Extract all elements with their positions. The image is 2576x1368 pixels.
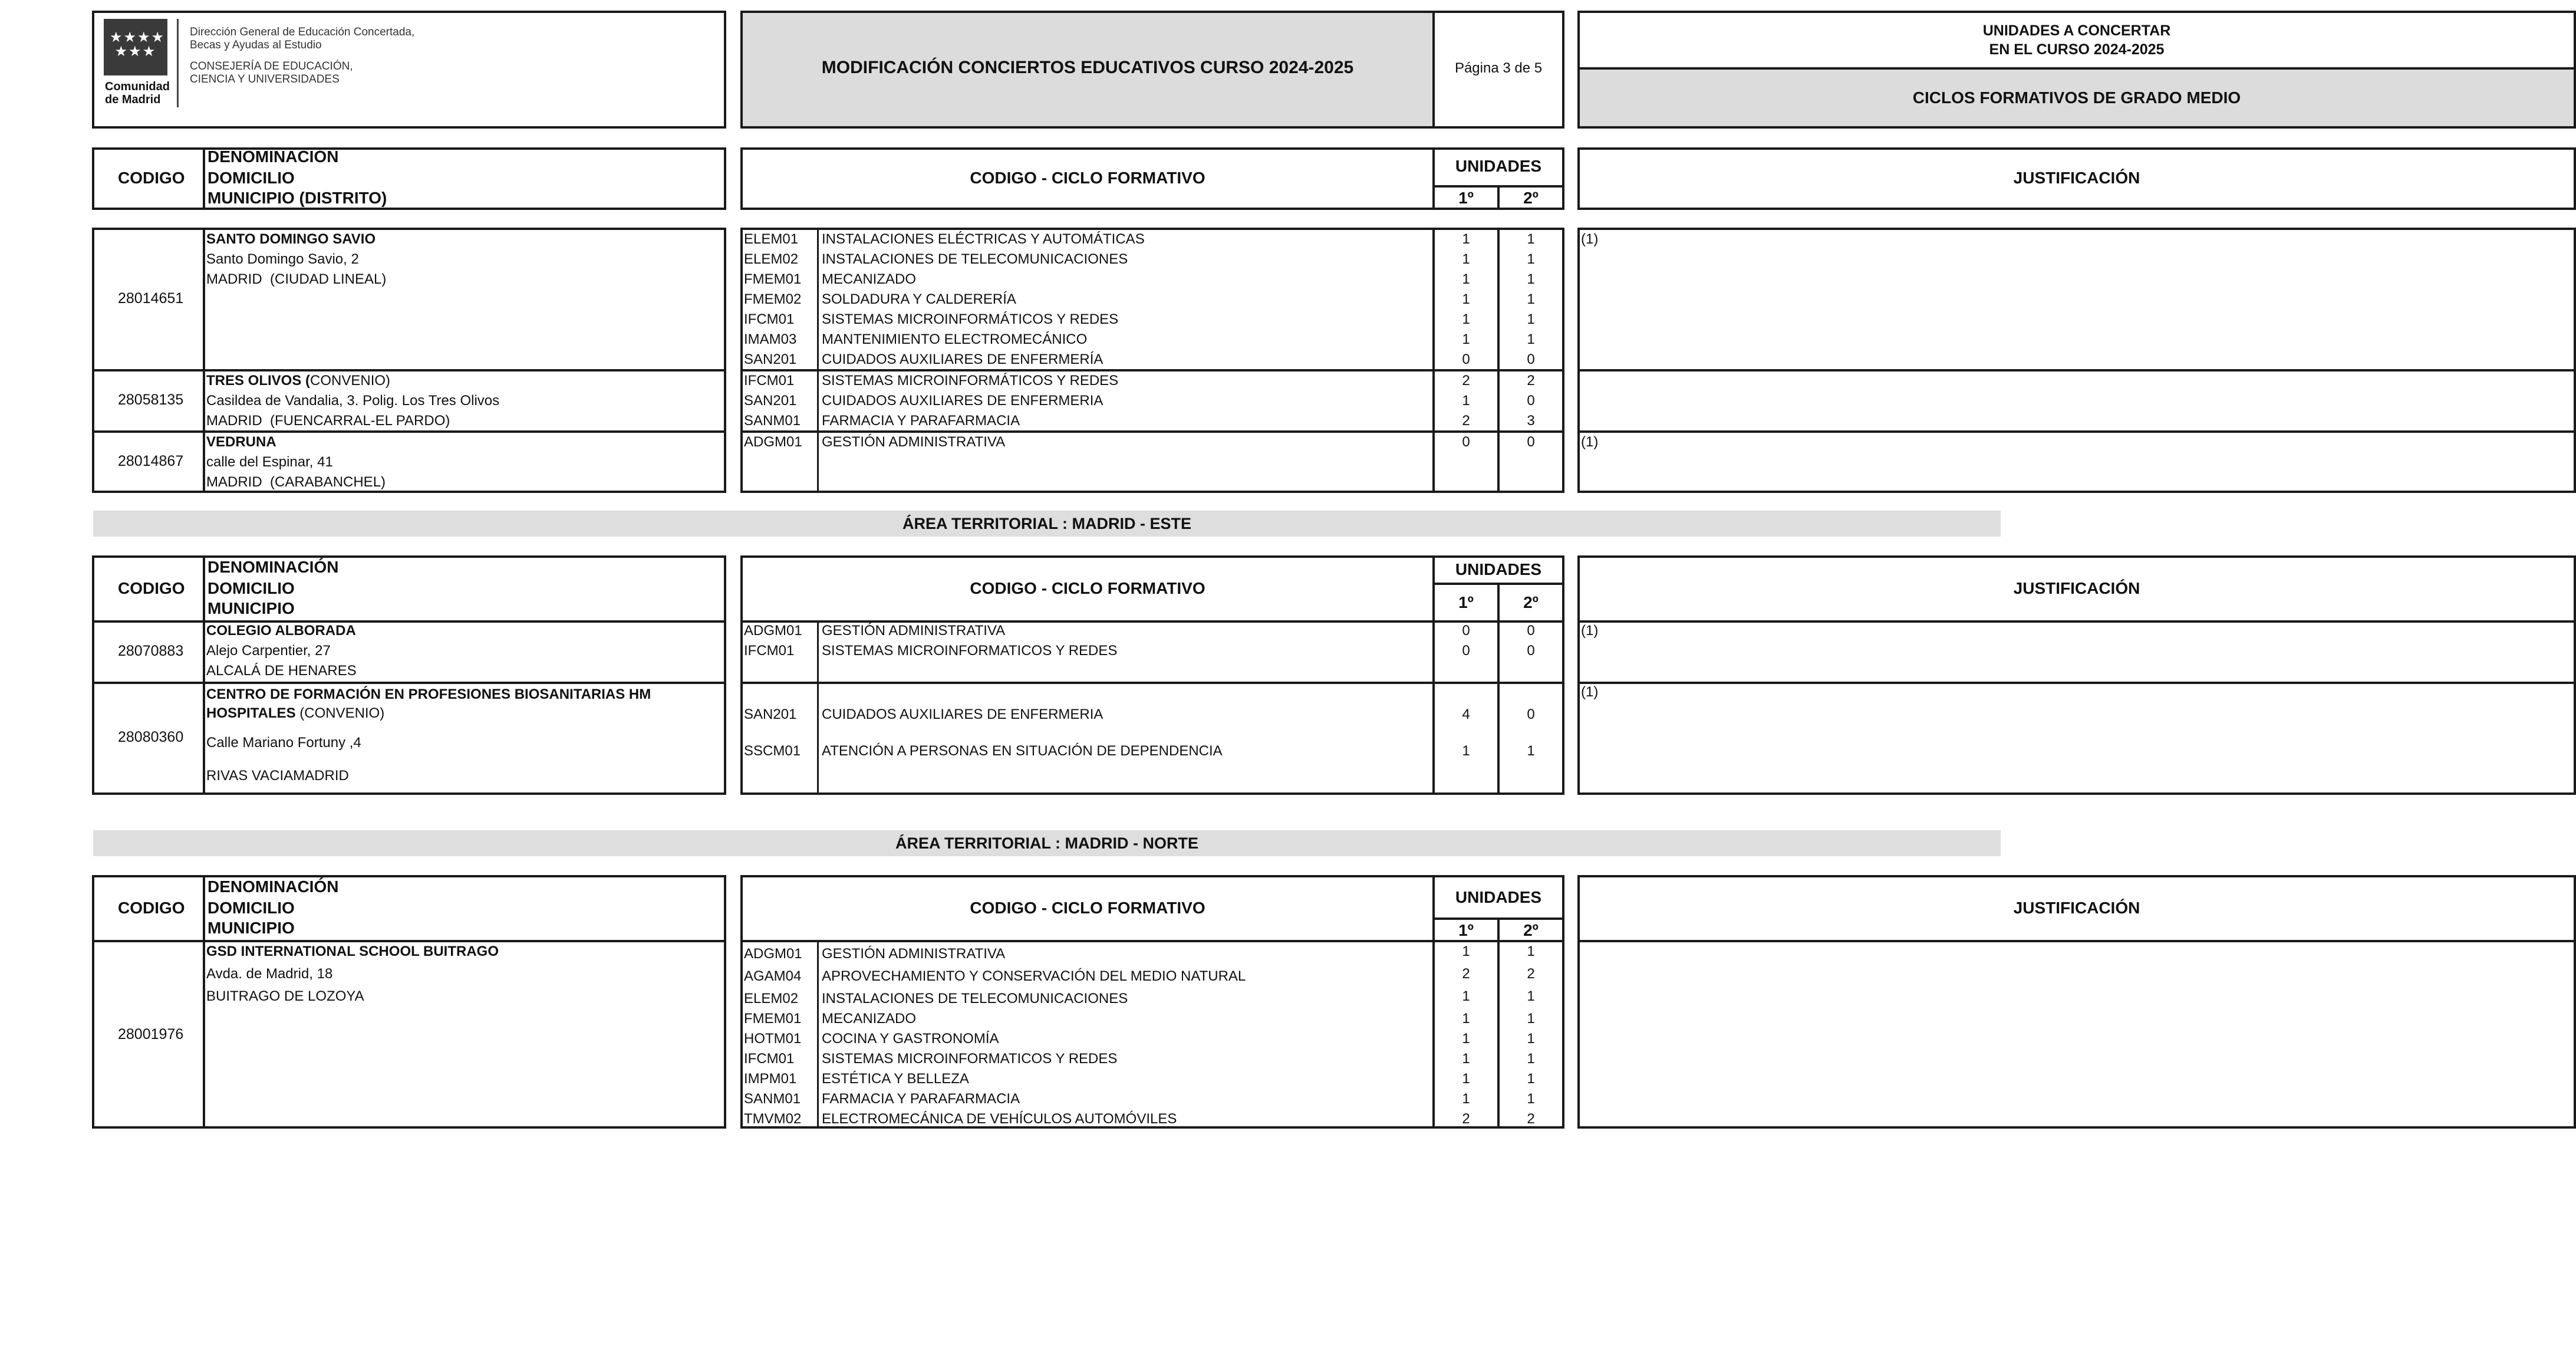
center-name: TRES OLIVOS (: [206, 373, 311, 389]
cycle-u1: 0: [1462, 643, 1470, 659]
col-divider: [203, 875, 205, 942]
cycle-u1: 1: [1462, 1071, 1470, 1087]
cycle-name: COCINA Y GASTRONOMÍA: [822, 1031, 999, 1047]
cycle-u2: 0: [1527, 351, 1535, 367]
row-divider: [740, 682, 1564, 684]
cycle-u2: 0: [1527, 643, 1535, 659]
center-justification: (1): [1581, 623, 1599, 639]
center-code: 28014651: [118, 290, 184, 307]
cycle-u1: 2: [1462, 373, 1470, 389]
cycle-u1: 0: [1462, 623, 1470, 639]
cycle-u2: 3: [1527, 413, 1535, 429]
cycle-u2: 1: [1527, 743, 1535, 759]
cycle-name: GESTIÓN ADMINISTRATIVA: [822, 434, 1006, 450]
cycle-u1: 1: [1462, 943, 1470, 959]
cycle-name: GESTIÓN ADMINISTRATIVA: [822, 946, 1006, 962]
col-municipio: MUNICIPIO: [207, 919, 295, 937]
cycle-u1: 1: [1462, 271, 1470, 287]
table1-right: [1577, 228, 2576, 493]
col-municipio: MUNICIPIO (DISTRITO): [207, 189, 387, 207]
cycle-name: ELECTROMECÁNICA DE VEHÍCULOS AUTOMÓVILES: [822, 1111, 1177, 1127]
cycle-u2: 1: [1527, 988, 1535, 1004]
col-ciclo: CODIGO - CICLO FORMATIVO: [970, 579, 1205, 597]
center-municipio: MADRID (CARABANCHEL): [206, 474, 386, 490]
page-number: Página 3 de 5: [1454, 60, 1543, 76]
cycle-u2: 1: [1527, 291, 1535, 307]
cycle-u1: 2: [1462, 966, 1470, 982]
center-address: Calle Mariano Fortuny ,4: [206, 735, 361, 751]
cycle-code: SANM01: [744, 413, 801, 429]
cycle-code: TMVM02: [744, 1111, 802, 1127]
center-justification: (1): [1581, 684, 1599, 700]
center-name-suffix: CONVENIO): [310, 373, 391, 389]
col-second: 2º: [1523, 921, 1539, 939]
cycle-u1: 1: [1462, 251, 1470, 267]
col-divider: [203, 620, 205, 795]
cycle-u2: 1: [1527, 1011, 1535, 1027]
cycle-code: FMEM02: [744, 291, 802, 307]
col-divider: [817, 940, 819, 1129]
table-norte-right: [1577, 940, 2576, 1129]
cycle-code: IFCM01: [744, 643, 795, 659]
center-code: 28014867: [118, 453, 184, 469]
cycle-u1: 1: [1462, 291, 1470, 307]
cycle-name: SISTEMAS MICROINFORMÁTICOS Y REDES: [822, 311, 1119, 327]
row-divider: [92, 430, 726, 433]
center-address: Casildea de Vandalia, 3. Polig. Los Tres Olivos: [206, 393, 500, 409]
table-norte-left: [92, 940, 726, 1129]
row-divider: [1577, 369, 2576, 371]
table1-left: [92, 228, 726, 493]
cycle-code: ADGM01: [744, 946, 802, 962]
cycle-u1: 1: [1462, 1011, 1470, 1027]
col-denominacion: DENOMINACIÓN: [207, 877, 339, 896]
cycle-name: INSTALACIONES DE TELECOMUNICACIONES: [822, 991, 1128, 1007]
cycle-name: ATENCIÓN A PERSONAS EN SITUACIÓN DE DEPENDENCIA: [822, 743, 1223, 759]
col-domicilio: DOMICILIO: [207, 579, 295, 597]
cycle-u2: 1: [1527, 1071, 1535, 1087]
cycle-code: AGAM04: [744, 968, 802, 984]
col-ciclo: CODIGO - CICLO FORMATIVO: [970, 169, 1205, 187]
col-justificacion: JUSTIFICACIÓN: [2013, 579, 2140, 597]
cycle-u2: 1: [1527, 311, 1535, 327]
cycle-u1: 0: [1462, 434, 1470, 450]
cycle-u1: 0: [1462, 351, 1470, 367]
cycle-name: SISTEMAS MICROINFORMATICOS Y REDES: [822, 643, 1118, 659]
cycle-u1: 1: [1462, 231, 1470, 247]
col-divider: [203, 940, 205, 1129]
cycle-u2: 0: [1527, 706, 1535, 722]
cycle-name: MECANIZADO: [822, 271, 917, 287]
stars-icon: ★★★★ ★★★: [110, 29, 166, 60]
col-first: 1º: [1458, 593, 1474, 611]
row-divider: [92, 369, 726, 371]
row-divider: [740, 369, 1564, 371]
col-divider: [203, 147, 205, 210]
org-line-3: CONSEJERÍA DE EDUCACIÓN,: [190, 60, 353, 73]
page-title: MODIFICACIÓN CONCIERTOS EDUCATIVOS CURSO 2024-2025: [821, 58, 1354, 77]
row-divider: [92, 682, 726, 684]
units-title-1: UNIDADES A CONCERTAR: [1982, 22, 2171, 39]
area-title-norte: ÁREA TERRITORIAL : MADRID - NORTE: [93, 830, 2001, 856]
cycle-u2: 1: [1527, 231, 1535, 247]
col-divider: [817, 620, 819, 795]
col-codigo: CODIGO: [118, 169, 185, 187]
cycle-u1: 4: [1462, 706, 1470, 722]
cycle-u1: 1: [1462, 1051, 1470, 1067]
col-ciclo: CODIGO - CICLO FORMATIVO: [970, 899, 1205, 917]
cycle-u2: 1: [1527, 943, 1535, 959]
cycle-code: SSCM01: [744, 743, 801, 759]
cycle-u2: 0: [1527, 393, 1535, 409]
cycle-code: ADGM01: [744, 434, 802, 450]
cycle-name: SOLDADURA Y CALDERERÍA: [822, 291, 1016, 307]
col-unidades: UNIDADES: [1455, 888, 1542, 906]
cycle-u2: 2: [1527, 373, 1535, 389]
cycle-code: IMPM01: [744, 1071, 797, 1087]
center-municipio: ALCALÁ DE HENARES: [206, 663, 357, 679]
center-municipio: MADRID (CIUDAD LINEAL): [206, 271, 387, 287]
cycle-u1: 1: [1462, 331, 1470, 347]
area-title-este: ÁREA TERRITORIAL : MADRID - ESTE: [93, 511, 2001, 537]
center-name-line: [206, 705, 384, 722]
cycle-u1: 1: [1462, 988, 1470, 1004]
center-justification: (1): [1581, 231, 1599, 247]
cycle-code: SAN201: [744, 351, 797, 367]
cycle-u1: 1: [1462, 1031, 1470, 1047]
col-first: 1º: [1458, 921, 1474, 939]
units-title-2: EN EL CURSO 2024-2025: [1989, 41, 2165, 58]
center-name-suffix: (CONVENIO): [299, 705, 385, 721]
col-unidades: UNIDADES: [1455, 560, 1542, 578]
cycle-code: FMEM01: [744, 1011, 802, 1027]
col-municipio: MUNICIPIO: [207, 599, 295, 617]
center-municipio: RIVAS VACIAMADRID: [206, 768, 349, 784]
col-denominacion: DENOMINACIÓN: [207, 147, 339, 166]
cycle-name: GESTIÓN ADMINISTRATIVA: [822, 623, 1006, 639]
center-name-2: HOSPITALES: [206, 705, 296, 721]
cycle-code: SAN201: [744, 706, 797, 722]
org-line-4: CIENCIA Y UNIVERSIDADES: [190, 73, 340, 86]
cycle-name: MECANIZADO: [822, 1011, 917, 1027]
center-municipio: BUITRAGO DE LOZOYA: [206, 988, 364, 1004]
comunidad-madrid-logo: [104, 19, 167, 75]
center-code: 28070883: [118, 643, 184, 659]
cycle-name: APROVECHAMIENTO Y CONSERVACIÓN DEL MEDIO NATURAL: [822, 968, 1246, 984]
cycle-name: INSTALACIONES DE TELECOMUNICACIONES: [822, 251, 1128, 267]
row-divider: [1577, 682, 2576, 684]
col-codigo: CODIGO: [118, 579, 185, 597]
cycle-code: ELEM02: [744, 991, 799, 1007]
cycle-u2: 1: [1527, 1031, 1535, 1047]
col-divider: [203, 228, 205, 493]
cycle-name: ESTÉTICA Y BELLEZA: [822, 1071, 969, 1087]
col-denominacion: DENOMINACIÓN: [207, 558, 339, 576]
org-line-2: Becas y Ayudas al Estudio: [190, 39, 322, 51]
col-header-left: [92, 555, 726, 623]
cycle-u2: 1: [1527, 331, 1535, 347]
cycle-name: FARMACIA Y PARAFARMACIA: [822, 1091, 1020, 1107]
cycle-u1: 2: [1462, 413, 1470, 429]
center-code: 28001976: [118, 1026, 184, 1043]
cycle-code: IFCM01: [744, 311, 795, 327]
col-second: 2º: [1523, 593, 1539, 611]
center-municipio: MADRID (FUENCARRAL-EL PARDO): [206, 413, 450, 429]
cycle-code: SAN201: [744, 393, 797, 409]
col-divider: [817, 228, 819, 493]
logo-text-1: Comunidad: [105, 80, 170, 93]
col-justificacion: JUSTIFICACIÓN: [2013, 899, 2140, 917]
cycle-code: ELEM01: [744, 231, 799, 247]
col-header-left: [92, 875, 726, 942]
cycle-u2: 1: [1527, 1051, 1535, 1067]
section-title: CICLOS FORMATIVOS DE GRADO MEDIO: [1912, 88, 2241, 107]
col-justificacion: JUSTIFICACIÓN: [2013, 169, 2140, 187]
cycle-u1: 2: [1462, 1111, 1470, 1127]
cycle-u2: 0: [1527, 434, 1535, 450]
table-este-left: [92, 620, 726, 795]
col-divider: [203, 555, 205, 623]
cycle-name: CUIDADOS AUXILIARES DE ENFERMERIA: [822, 393, 1103, 409]
center-name: VEDRUNA: [206, 434, 276, 450]
center-name: GSD INTERNATIONAL SCHOOL BUITRAGO: [206, 943, 499, 959]
cycle-u2: 1: [1527, 251, 1535, 267]
cycle-name: CUIDADOS AUXILIARES DE ENFERMERIA: [822, 706, 1103, 722]
cycle-code: FMEM01: [744, 271, 802, 287]
logo-text-2: de Madrid: [105, 93, 161, 106]
col-domicilio: DOMICILIO: [207, 899, 295, 917]
center-code: 28080360: [118, 729, 184, 745]
cycle-code: HOTM01: [744, 1031, 802, 1047]
center-address: Avda. de Madrid, 18: [206, 966, 333, 982]
col-domicilio: DOMICILIO: [207, 169, 295, 187]
col-second: 2º: [1523, 189, 1539, 207]
col-first: 1º: [1458, 189, 1474, 207]
center-name: CENTRO DE FORMACIÓN EN PROFESIONES BIOSANITARIAS HM: [206, 686, 651, 702]
col-header-left: [92, 147, 726, 210]
col-divider: [1432, 583, 1564, 585]
cycle-u2: 1: [1527, 1091, 1535, 1107]
cycle-u1: 1: [1462, 743, 1470, 759]
center-name: SANTO DOMINGO SAVIO: [206, 231, 376, 247]
center-address: Alejo Carpentier, 27: [206, 643, 331, 659]
row-divider: [1577, 430, 2576, 433]
table-este-right: [1577, 620, 2576, 795]
col-unidades: UNIDADES: [1455, 157, 1542, 175]
cycle-code: IMAM03: [744, 331, 797, 347]
cycle-u2: 1: [1527, 271, 1535, 287]
cycle-u1: 1: [1462, 393, 1470, 409]
row-divider: [740, 430, 1564, 433]
center-name-line: [206, 373, 390, 389]
org-line-1: Dirección General de Educación Concertada,: [190, 26, 415, 38]
cycle-u1: 1: [1462, 311, 1470, 327]
cycle-name: CUIDADOS AUXILIARES DE ENFERMERÍA: [822, 351, 1103, 367]
cycle-u2: 0: [1527, 623, 1535, 639]
cycle-u2: 2: [1527, 966, 1535, 982]
center-address: Santo Domingo Savio, 2: [206, 251, 359, 267]
cycle-code: ELEM02: [744, 251, 799, 267]
cycle-name: FARMACIA Y PARAFARMACIA: [822, 413, 1020, 429]
cycle-name: INSTALACIONES ELÉCTRICAS Y AUTOMÁTICAS: [822, 231, 1145, 247]
cycle-code: ADGM01: [744, 623, 802, 639]
center-code: 28058135: [118, 392, 184, 408]
cycle-name: SISTEMAS MICROINFORMATICOS Y REDES: [822, 1051, 1118, 1067]
cycle-code: SANM01: [744, 1091, 801, 1107]
col-divider: [1432, 918, 1564, 920]
logo-divider: [177, 19, 179, 107]
cycle-name: MANTENIMIENTO ELECTROMECÁNICO: [822, 331, 1088, 347]
center-address: calle del Espinar, 41: [206, 454, 333, 470]
center-justification: (1): [1581, 434, 1599, 450]
cycle-name: SISTEMAS MICROINFORMÁTICOS Y REDES: [822, 373, 1119, 389]
cycle-u1: 1: [1462, 1091, 1470, 1107]
col-codigo: CODIGO: [118, 899, 185, 917]
cycle-code: IFCM01: [744, 1051, 795, 1067]
col-divider: [1432, 185, 1564, 188]
cycle-u2: 2: [1527, 1111, 1535, 1127]
center-name: COLEGIO ALBORADA: [206, 623, 356, 639]
cycle-code: IFCM01: [744, 373, 795, 389]
